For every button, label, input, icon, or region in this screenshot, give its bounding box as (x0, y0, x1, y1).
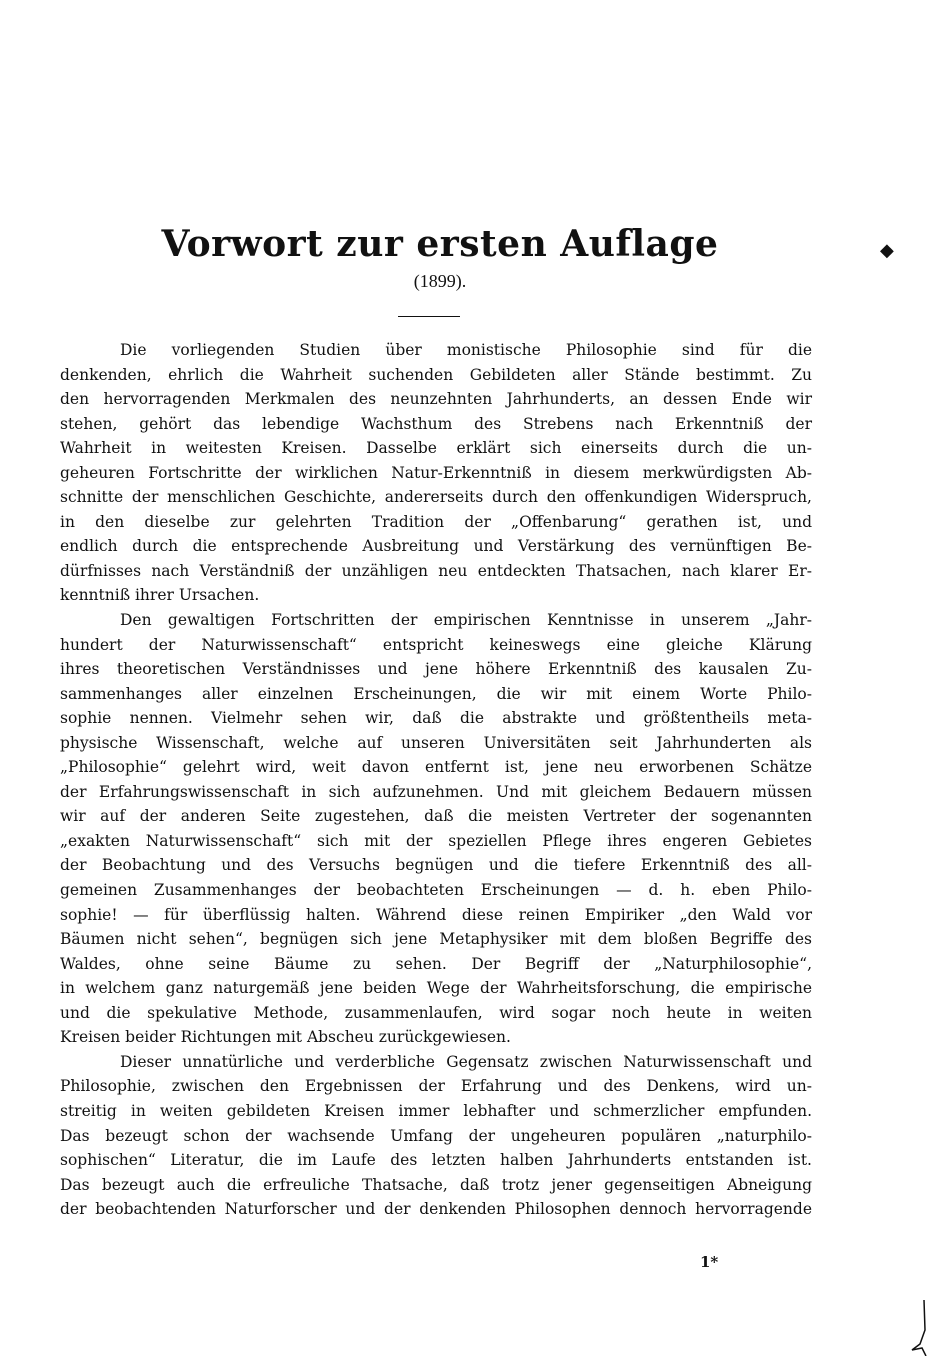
text-line: denkenden, ehrlich die Wahrheit suchenden Gebildeten aller Stände bestimmt. Zu (60, 365, 812, 384)
text-line: gemeinen Zusammenhanges der beobachteten Erscheinungen — d. h. eben Philo- (60, 881, 812, 900)
text-line: ihres theoretischen Verständnisses und jene höhere Erkenntniß des kausalen Zu- (60, 660, 812, 679)
text-line: kenntniß ihrer Ursachen. (60, 586, 260, 605)
scan-edge-mark (910, 1300, 928, 1356)
text-line: Den gewaltigen Fortschritten der empirischen Kenntnisse in unserem „Jahr- (120, 611, 812, 630)
text-line: Dieser unnatürliche und verderbliche Gegensatz zwischen Naturwissenschaft und (120, 1052, 812, 1071)
title-divider (398, 316, 460, 317)
text-line: endlich durch die entsprechende Ausbreitung und Verstärkung des vernünftigen Be- (60, 537, 812, 556)
text-line: der beobachtenden Naturforscher und der denkenden Philosophen dennoch hervorragende (60, 1200, 812, 1219)
text-line: Das bezeugt auch die erfreuliche Thatsache, daß trotz jener gegenseitigen Abneigung (60, 1175, 812, 1194)
text-line: Die vorliegenden Studien über monistische Philosophie sind für die (120, 341, 812, 359)
text-line: sophischen“ Literatur, die im Laufe des letzten halben Jahrhunderts entstanden ist. (60, 1151, 812, 1170)
text-line: Waldes, ohne seine Bäume zu sehen. Der Begriff der „Naturphilosophie“, (60, 954, 812, 973)
corner-ornament: ◆ (880, 240, 894, 261)
text-line: Das bezeugt schon der wachsende Umfang der ungeheuren populären „naturphilo- (60, 1126, 812, 1145)
edition-year: (1899). (413, 271, 467, 291)
text-line: sophie! — für überflüssig halten. Während diese reinen Empiriker „den Wald vor (60, 905, 812, 924)
text-line: wir auf der anderen Seite zugestehen, daß die meisten Vertreter der sogenannten (60, 807, 812, 826)
signature-mark: 1* (700, 1253, 719, 1271)
text-line: Philosophie, zwischen den Ergebnissen der Erfahrung und des Denkens, wird un- (60, 1077, 812, 1096)
text-line: streitig in weiten gebildeten Kreisen immer lebhafter und schmerzlicher empfunden. (60, 1101, 812, 1120)
text-line: „exakten Naturwissenschaft“ sich mit der speziellen Pflege ihres engeren Gebietes (60, 831, 812, 850)
text-line: geheuren Fortschritte der wirklichen Natur-Erkenntniß in diesem merkwürdigsten Ab- (60, 463, 812, 482)
text-line: Bäumen nicht sehen“, begnügen sich jene Metaphysiker mit dem bloßen Begriffe des (60, 930, 812, 949)
text-line: Wahrheit in weitesten Kreisen. Dasselbe erklärt sich einerseits durch die un- (60, 439, 812, 458)
text-line: der Erfahrungswissenschaft in sich aufzunehmen. Und mit gleichem Bedauern müssen (60, 782, 812, 801)
body-text (60, 338, 812, 1222)
text-line: sammenhanges aller einzelnen Erscheinungen, die wir mit einem Worte Philo- (60, 684, 812, 703)
text-line: den hervorragenden Merkmalen des neunzehnten Jahrhunderts, an dessen Ende wir (60, 390, 812, 409)
text-line: „Philosophie“ gelehrt wird, weit davon entfernt ist, jene neu erworbenen Schätze (60, 758, 812, 777)
page-title: Vorwort zur ersten Auflage (161, 223, 719, 265)
text-line: hundert der Naturwissenschaft“ entspricht keineswegs eine gleiche Klärung (60, 635, 812, 654)
text-line: sophie nennen. Vielmehr sehen wir, daß die abstrakte und größtentheils meta- (60, 709, 812, 728)
text-line: Kreisen beider Richtungen mit Abscheu zurückgewiesen. (60, 1028, 511, 1047)
text-line: der Beobachtung und des Versuchs begnügen und die tiefere Erkenntniß des all- (60, 856, 812, 875)
text-line: dürfnisses nach Verständniß der unzähligen neu entdeckten Thatsachen, nach klarer Er- (60, 561, 812, 580)
text-line: schnitte der menschlichen Geschichte, andererseits durch den offenkundigen Widerspruch, (60, 488, 812, 507)
text-line: in welchem ganz naturgemäß jene beiden Wege der Wahrheitsforschung, die empirische (60, 979, 812, 998)
text-line: physische Wissenschaft, welche auf unseren Universitäten seit Jahrhunderten als (60, 733, 812, 752)
text-line: stehen, gehört das lebendige Wachsthum des Strebens nach Erkenntniß der (60, 414, 812, 433)
text-line: in den dieselbe zur gelehrten Tradition der „Offenbarung“ gerathen ist, und (60, 512, 812, 531)
text-line: und die spekulative Methode, zusammenlaufen, wird sogar noch heute in weiten (60, 1003, 812, 1022)
